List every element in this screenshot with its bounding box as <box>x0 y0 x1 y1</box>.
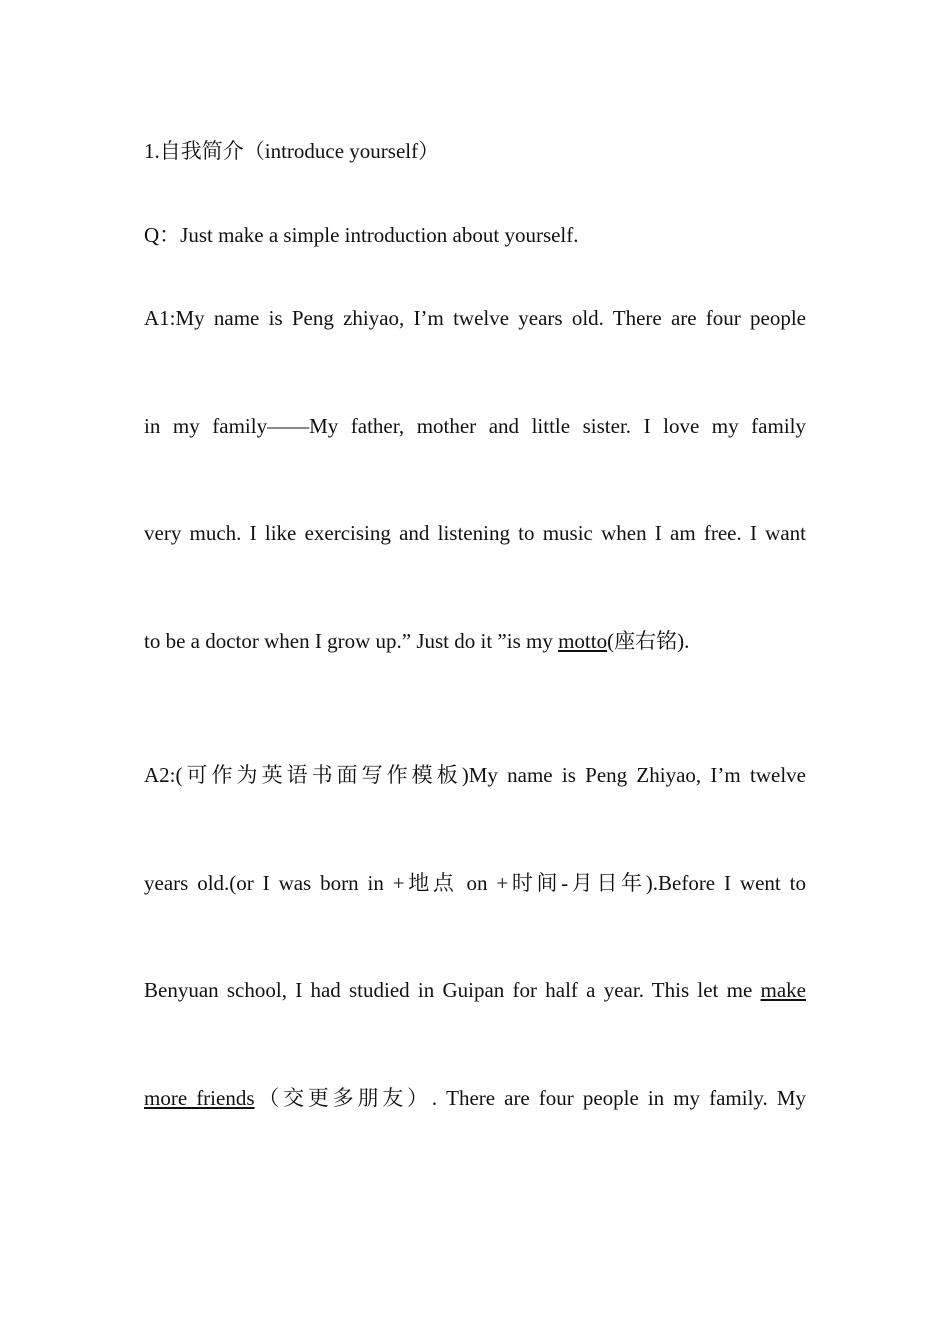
answer2-line-4-text: （交更多朋友）. There are four people in my family. My <box>254 1086 807 1110</box>
answer2-line-4 <box>144 1085 806 1111</box>
motto-underlined-word: motto <box>558 629 608 653</box>
more-friends-underlined: more friends <box>144 1086 255 1110</box>
question-line <box>144 222 806 248</box>
answer2-line-2 <box>144 870 806 896</box>
answer1-line-4-text: to be a doctor when I grow up.” Just do it ”is my <box>144 629 559 653</box>
answer2-line-2-text: years old.(or I was born in +地点 on +时间-月日年).Before I went to <box>144 871 806 895</box>
answer1-line-3-text: very much. I like exercising and listening to music when I am free. I want <box>144 521 806 545</box>
section-heading <box>144 138 806 164</box>
answer1-line-3 <box>144 520 806 546</box>
answer1-line-1-text: A1:My name is Peng zhiyao, I’m twelve years old. There are four people <box>144 306 806 330</box>
motto-translation: (座右铭). <box>607 629 690 653</box>
answer2-line-1-text: A2:(可作为英语书面写作模板)My name is Peng Zhiyao, I’m twelve <box>144 763 806 787</box>
question-text: Q：Just make a simple introduction about yourself. <box>144 223 579 247</box>
answer1-line-1 <box>144 305 806 331</box>
answer2-line-3-text: Benyuan school, I had studied in Guipan for half a year. This let me <box>144 978 761 1002</box>
answer2-line-3 <box>144 977 806 1003</box>
answer1-line-2 <box>144 413 806 439</box>
answer1-line-4 <box>144 628 806 654</box>
answer2-line-1 <box>144 762 806 788</box>
section-heading-text: 1.自我简介（introduce yourself） <box>144 139 440 163</box>
make-underlined-word: make <box>760 978 806 1002</box>
answer1-line-2-text: in my family——My father, mother and little sister. I love my family <box>144 414 806 438</box>
